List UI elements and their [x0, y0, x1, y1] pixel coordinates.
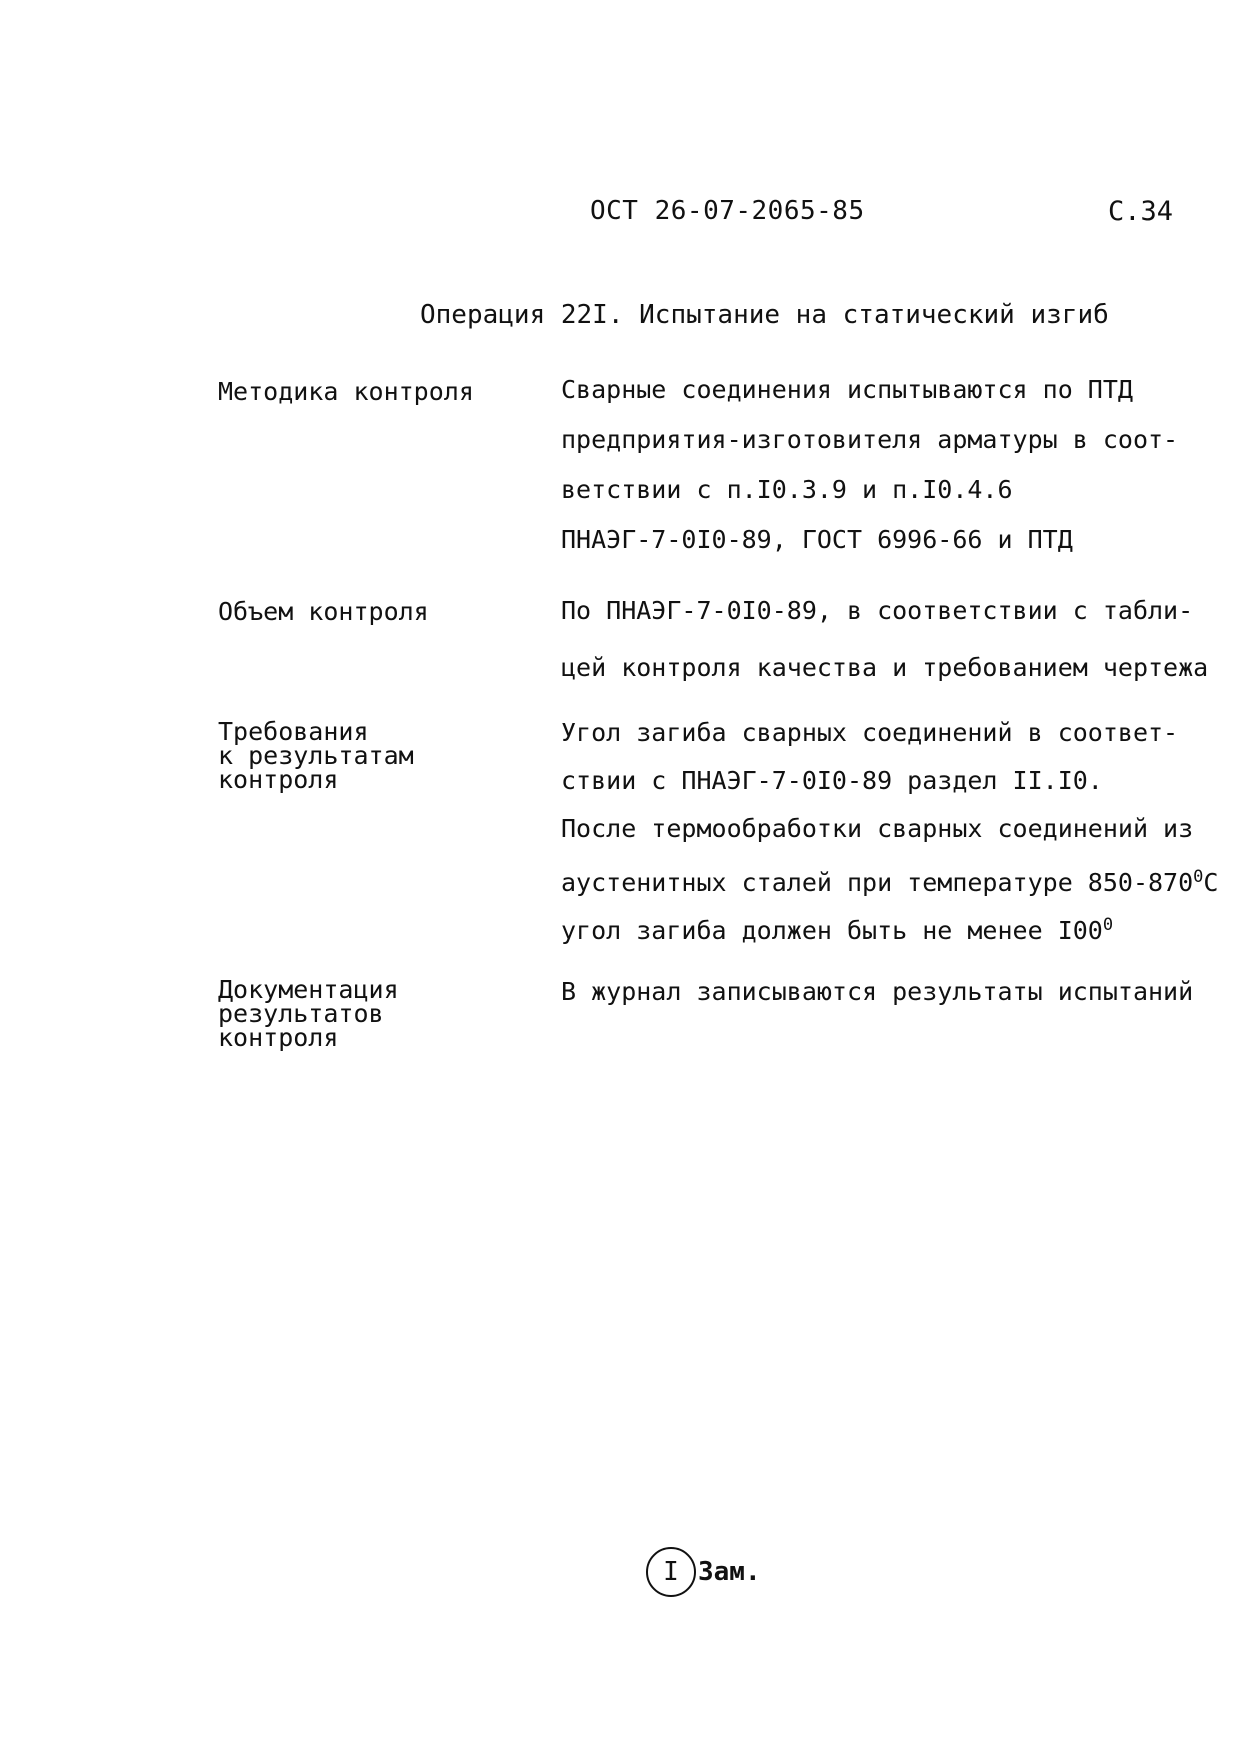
document-number: ОСТ 26-07-2065-85	[590, 196, 865, 226]
row-label-control-scope	[218, 597, 429, 626]
row-content-result-requirements	[561, 709, 1218, 949]
operation-title: Операция 22I. Испытание на статический изгиб	[420, 300, 1109, 330]
revision-stamp	[646, 1547, 761, 1597]
content-line: ствии с ПНАЭГ-7-0I0-89 раздел II.I0.	[561, 766, 1103, 795]
content-line-text: угол загиба должен быть не менее I00	[561, 916, 1103, 945]
row-label-result-documentation	[218, 975, 399, 1052]
degree-superscript: 0	[1193, 867, 1204, 887]
content-line: ветствии с п.I0.3.9 и п.I0.4.6	[561, 475, 1013, 504]
label-line: к результатам	[218, 741, 414, 770]
revision-circle: I	[646, 1547, 696, 1597]
content-line: В журнал записываются результаты испытаний	[561, 977, 1194, 1006]
content-line: ПНАЭГ-7-0I0-89, ГОСТ 6996-66 и ПТД	[561, 525, 1073, 554]
row-content-control-method	[561, 365, 1178, 565]
row-label-control-method	[218, 377, 474, 406]
label-line: Методика контроля	[218, 377, 474, 406]
degree-superscript: 0	[1102, 915, 1114, 935]
content-line: предприятия-изготовителя арматуры в соот-	[561, 425, 1179, 454]
content-line: цей контроля качества и требованием чертежа	[561, 653, 1209, 682]
content-line	[561, 901, 1218, 949]
label-line: Объем контроля	[218, 597, 429, 626]
row-label-result-requirements	[218, 717, 414, 794]
label-line: Документация	[218, 975, 399, 1004]
content-line: Сварные соединения испытываются по ПТД	[561, 375, 1133, 404]
page-number: С.34	[1108, 196, 1174, 227]
row-content-control-scope	[561, 582, 1208, 696]
content-line: По ПНАЭГ-7-0I0-89, в соответствии с табли-	[561, 596, 1194, 625]
label-line: контроля	[218, 765, 339, 794]
content-line: Угол загиба сварных соединений в соответ-	[561, 718, 1179, 747]
content-line	[561, 853, 1218, 901]
label-line: контроля	[218, 1023, 339, 1052]
row-content-result-documentation	[561, 967, 1193, 1017]
content-line-unit: С	[1203, 868, 1219, 897]
label-line: результатов	[218, 999, 384, 1028]
label-line: Требования	[218, 717, 369, 746]
content-line-text: аустенитных сталей при температуре 850-870	[561, 868, 1194, 897]
revision-label: Зам.	[698, 1557, 761, 1587]
content-line: После термообработки сварных соединений из	[561, 814, 1194, 843]
